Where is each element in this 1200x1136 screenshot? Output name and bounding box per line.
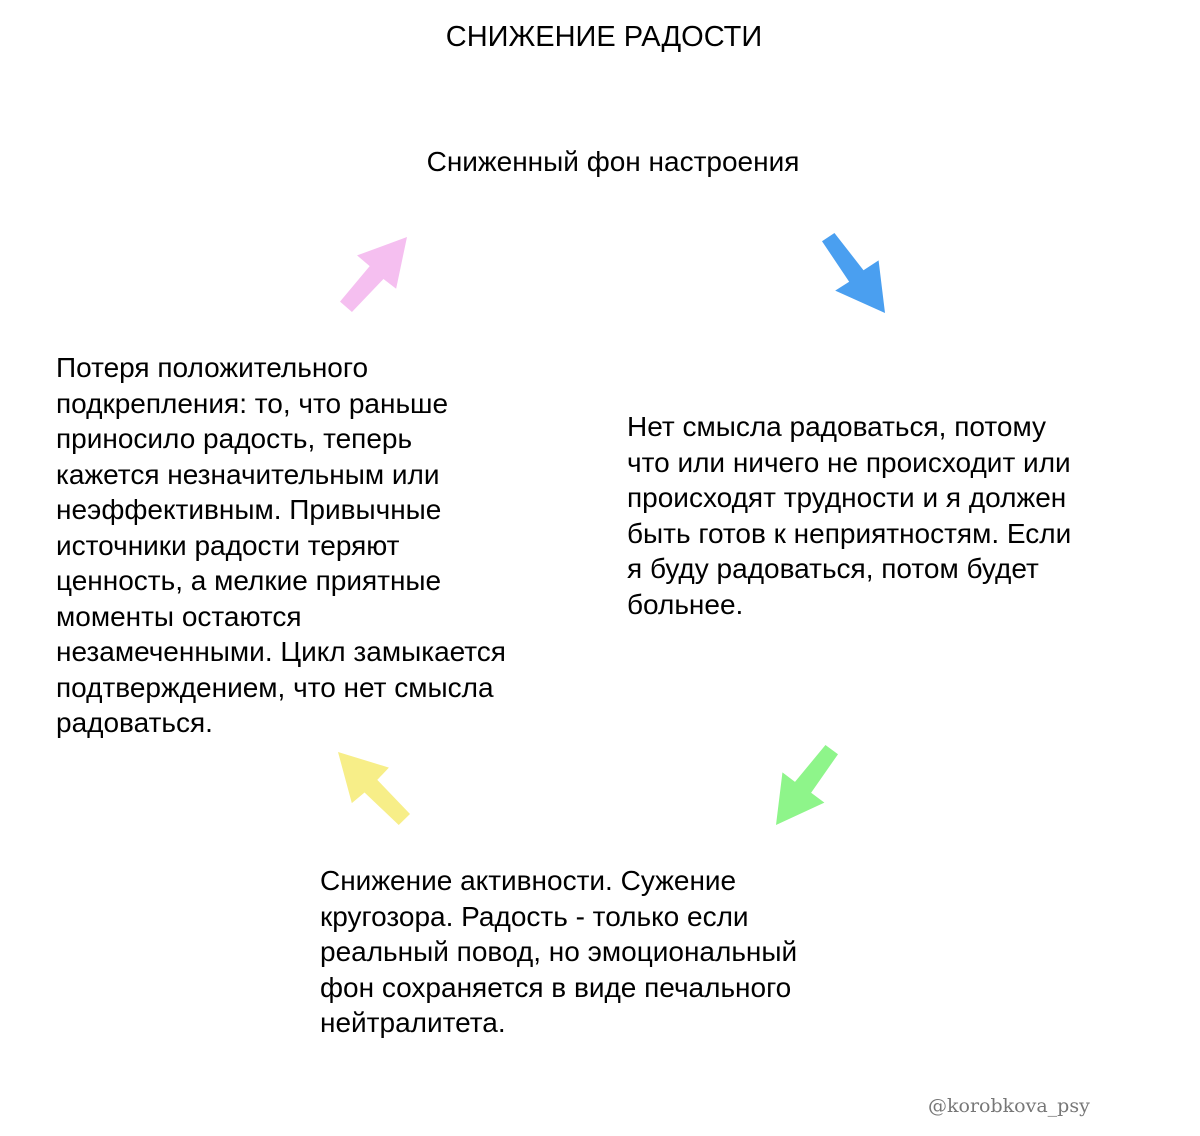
- node-low-mood: Сниженный фон настроения: [426, 146, 800, 177]
- arrow-bottom-to-left: [338, 752, 410, 825]
- arrow-up-right-icon: [340, 237, 407, 312]
- node-no-point-rejoicing: Нет смысла радоваться, потому что или ничего не происходит или происходят трудности и я должен быть готов к неприятностям. Если я буду радоваться, потом будет больнее.: [627, 411, 1072, 620]
- node-loss-of-reinforcement: Потеря положительного подкрепления: то, что раньше приносило радость, теперь кажется незначительным или неэффективным. Привычные источники радости теряют ценность, а мелкие приятные моменты остаются незамеченными. Цикл замыкается подтверждением, что нет смысла радоваться.: [56, 352, 506, 738]
- arrow-left-to-top: [340, 237, 407, 312]
- node-reduced-activity: Снижение активности. Сужение кругозора. Радость - только если реальный повод, но эмоциональный фон сохраняется в виде печального нейтралитета.: [320, 865, 798, 1038]
- arrow-right-to-bottom: [776, 745, 838, 825]
- arrow-top-to-right: [822, 233, 885, 313]
- arrow-up-left-icon: [338, 752, 410, 825]
- arrow-down-left-icon: [776, 745, 838, 825]
- arrow-down-right-icon: [822, 233, 885, 313]
- watermark: @korobkova_psy: [928, 1095, 1090, 1117]
- diagram-title: СНИЖЕНИЕ РАДОСТИ: [445, 21, 763, 53]
